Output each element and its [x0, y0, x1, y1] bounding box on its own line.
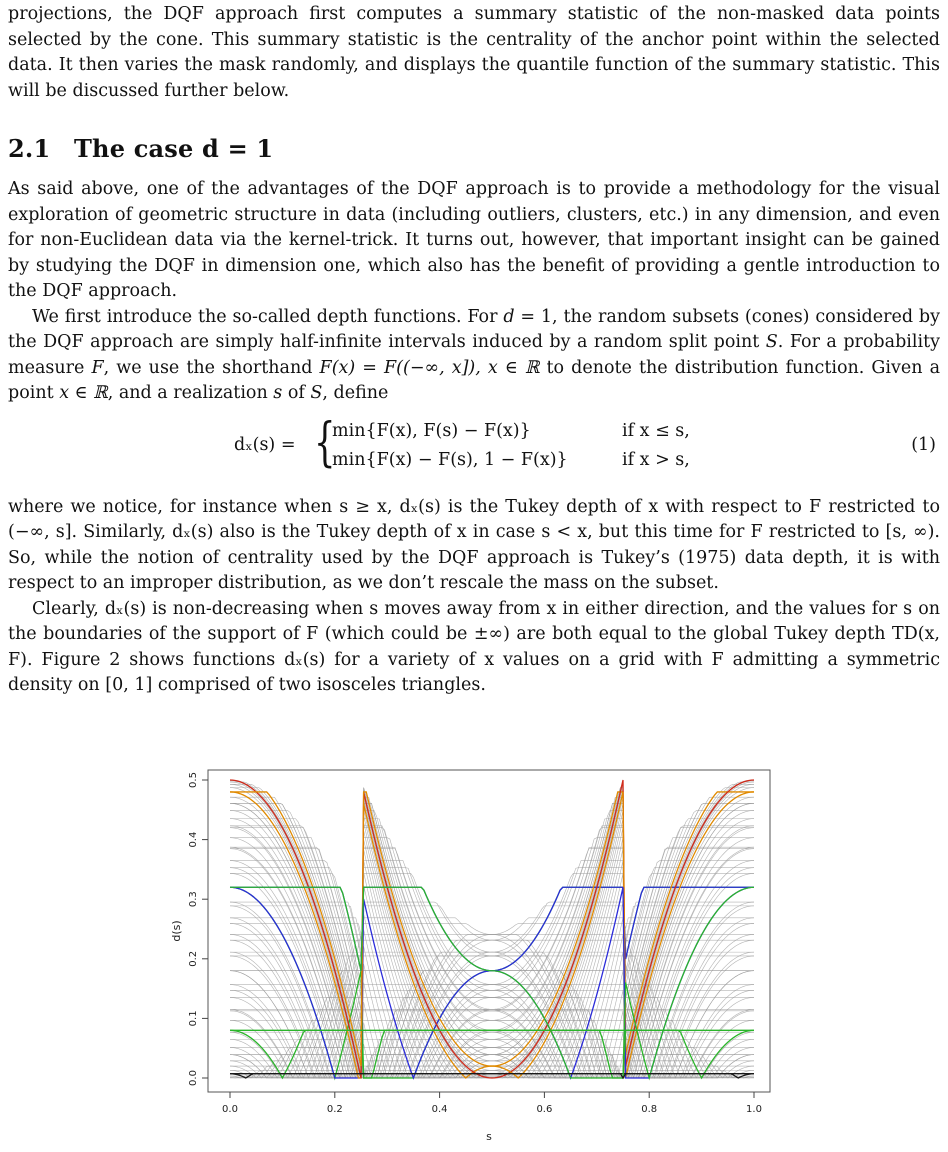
- gray-depth-curve: [230, 887, 754, 1078]
- y-tick-label: 0.1: [188, 1010, 199, 1026]
- gray-depth-curve: [230, 887, 754, 1078]
- gray-depth-curve: [230, 1009, 754, 1078]
- equation-1: [8, 415, 940, 485]
- x-tick-label: 0.8: [641, 1104, 657, 1115]
- gray-depth-curve: [230, 782, 754, 1078]
- gray-depth-curve: [230, 784, 754, 1078]
- gray-depth-curve: [230, 780, 754, 1078]
- gray-depth-curve: [230, 847, 754, 1078]
- gray-depth-curve: [230, 887, 754, 1078]
- x-tick-label: 0.6: [536, 1104, 552, 1115]
- gray-depth-curve: [230, 861, 754, 1078]
- gray-depth-curve: [230, 1011, 754, 1078]
- gray-depth-curve: [230, 828, 754, 1078]
- equation-lhs: dₓ(s) =: [234, 435, 295, 455]
- gray-depth-curve: [230, 803, 754, 1078]
- highlighted-depth-curve: [230, 887, 754, 1078]
- gray-depth-curve: [230, 1011, 754, 1078]
- gray-depth-curve: [230, 861, 754, 1078]
- gray-depth-curve: [230, 803, 754, 1078]
- gray-depth-curve: [230, 803, 754, 1078]
- y-tick-label: 0.5: [188, 772, 199, 788]
- gray-depth-curve: [230, 918, 754, 1078]
- depth-function-chart: [168, 762, 780, 1148]
- section-heading: [8, 134, 940, 163]
- equation-cond-2: if x > s,: [622, 450, 690, 470]
- gray-depth-curve: [230, 784, 754, 1078]
- paragraph-2: We first introduce the so-called depth functions. For d = 1, the random subsets (cones) considered by the DQF approach are simply half-infinite intervals induced by a random split point S. For a probability measure F, we use the shorthand F(x) = F((−∞, x]), x ∈ ℝ to denote the distribution function. Given a point x ∈ ℝ, and a realization s of S, define: [8, 305, 940, 407]
- gray-depth-curve: [230, 803, 754, 1078]
- highlighted-depth-curve: [230, 887, 754, 1078]
- section-number: 2.1: [8, 134, 74, 163]
- highlighted-depth-curve: [230, 887, 754, 1078]
- paragraph-1: As said above, one of the advantages of the DQF approach is to provide a methodology for the visual exploration of geometric structure in data (including outliers, clusters, etc.) in any dimension, and even for non-Euclidean data via the kernel-trick. It turns out, however, that important insight can be gained by studying the DQF in dimension one, which also has the benefit of providing a gentle introduction to the DQF approach.: [8, 177, 940, 305]
- x-tick-label: 0.4: [432, 1104, 448, 1115]
- equation-brace: {: [314, 417, 336, 469]
- gray-depth-curve: [230, 1030, 754, 1078]
- gray-depth-curve: [230, 780, 754, 1078]
- gray-depth-curve: [230, 1009, 754, 1078]
- x-tick-label: 0.2: [327, 1104, 343, 1115]
- section-title: The case d = 1: [74, 134, 273, 163]
- equation-row-1: min{F(x), F(s) − F(x)}: [332, 421, 531, 441]
- y-tick-label: 0.4: [188, 832, 199, 848]
- highlighted-depth-curve: [230, 887, 754, 1078]
- gray-depth-curve: [230, 1030, 754, 1078]
- y-tick-label: 0.0: [188, 1070, 199, 1086]
- highlighted-depth-curve: [230, 780, 754, 1078]
- equation-number: (1): [911, 435, 936, 455]
- highlighted-depth-curve: [230, 1030, 754, 1078]
- gray-depth-curve: [230, 906, 754, 1078]
- paragraph-3: where we notice, for instance when s ≥ x, dₓ(s) is the Tukey depth of x with respect to F restricted to (−∞, s]. Similarly, dₓ(s) also is the Tukey depth of x in case s < x, but this time for F restricted to [s, ∞). So, while the notion of centrality used by the DQF approach is Tukey’s (1975) data depth, it is with respect to an improper distribution, as we don’t rescale the mass on the subset.: [8, 495, 940, 597]
- gray-depth-curve: [230, 887, 754, 1078]
- gray-depth-curve: [230, 782, 754, 1078]
- gray-depth-curve: [230, 906, 754, 1078]
- y-axis-label: d(s): [170, 920, 183, 941]
- equation-cond-1: if x ≤ s,: [622, 421, 690, 441]
- y-tick-label: 0.3: [188, 891, 199, 907]
- paper-page: [8, 0, 940, 699]
- x-tick-label: 0.0: [222, 1104, 238, 1115]
- paragraph-intro: projections, the DQF approach first computes a summary statistic of the non-masked data points selected by the cone. This summary statistic is the centrality of the anchor point within the selected data. It then varies the mask randomly, and displays the quantile function of the summary statistic. This will be discussed further below.: [8, 2, 940, 104]
- highlighted-depth-curve: [230, 1030, 754, 1078]
- gray-depth-curve: [230, 847, 754, 1078]
- y-tick-label: 0.2: [188, 951, 199, 967]
- gray-depth-curve: [230, 828, 754, 1078]
- highlighted-curves-group: [230, 780, 754, 1078]
- figure-2: [168, 762, 780, 1148]
- gray-depth-curve: [230, 780, 754, 1078]
- gray-depth-curve: [230, 918, 754, 1078]
- equation-row-2: min{F(x) − F(s), 1 − F(x)}: [332, 450, 568, 470]
- gray-depth-curve: [230, 780, 754, 1078]
- x-axis-label: s: [486, 1130, 492, 1143]
- paragraph-4: Clearly, dₓ(s) is non-decreasing when s moves away from x in either direction, and the values for s on the boundaries of the support of F (which could be ±∞) are both equal to the global Tukey depth TD(x, F). Figure 2 shows functions dₓ(s) for a variety of x values on a grid with F admitting a symmetric density on [0, 1] comprised of two isosceles triangles.: [8, 597, 940, 699]
- x-tick-label: 1.0: [746, 1104, 762, 1115]
- gray-curves-group: [230, 780, 754, 1078]
